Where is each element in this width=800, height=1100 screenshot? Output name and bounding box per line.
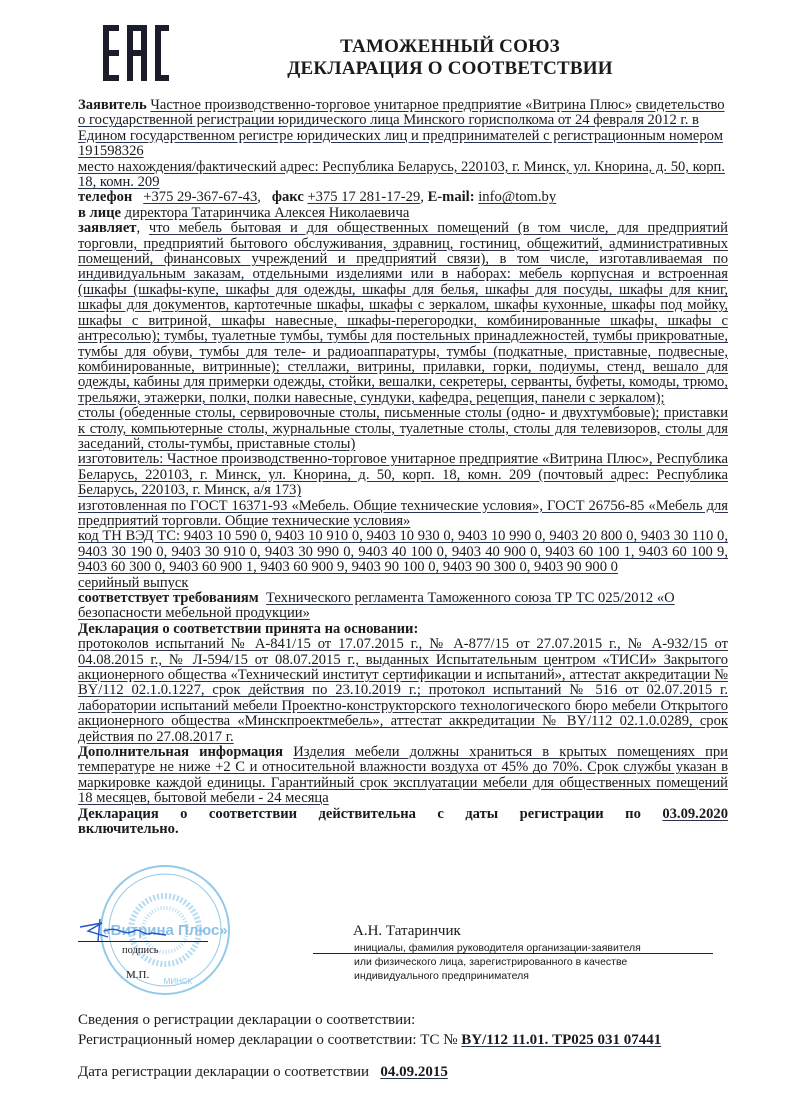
standards-text: изготовленная по ГОСТ 16371-93 «Мебель. Общие технические условия», ГОСТ 26756-85 «Мебель для предприятий торговли. Общие технические условия» bbox=[78, 497, 728, 529]
applicant-label: Заявитель bbox=[78, 97, 147, 113]
registration-date-label: Дата регистрации декларации о соответствии bbox=[78, 1064, 370, 1080]
signature-label: подпись bbox=[122, 945, 159, 956]
applicant-name: Частное производственно-торговое унитарное предприятие «Витрина Плюс» bbox=[150, 97, 633, 113]
tables-text: столы (обеденные столы, сервировочные столы, письменные столы (одно- и двухтумбовые); приставки к столу, компьютерные столы, журнальные столы, туалетные столы, столы для телевизоров, столы для заседаний, столы-тумбы, приставные столы) bbox=[78, 405, 728, 452]
caption-line-1: инициалы, фамилия руководителя организации-заявителя bbox=[354, 942, 641, 954]
registration-date: 04.09.2015 bbox=[380, 1064, 448, 1080]
applicant-section bbox=[78, 98, 728, 190]
standards-section bbox=[78, 499, 728, 530]
represented-line bbox=[78, 206, 728, 221]
registration-number-label: Регистрационный номер декларации о соответствии: ТС № bbox=[78, 1032, 458, 1048]
represented-by: директора Татаринчика Алексея Николаевича bbox=[124, 204, 410, 221]
basis-text: протоколов испытаний № А-841/15 от 17.07.2015 г., № А-877/15 от 27.07.2015 г., № А-932/15 от 04.08.2015 г., № Л-594/15 от 08.07.2015 г., выданных Испытательным центром «ТИСИ» Закрытого акционерного общества «Технический институт сертификации и испытаний», аттестат аккредитации № BY/112 02.1.0.1227, срок действия по 23.10.2019 г.; протокол испытаний № 516 от 02.07.2015 г. лаборатории испытаний мебели Проектно-конструкторского технологического бюро мебели Открытого акционерного общества «Минскпроектмебель», аттестат аккредитации № BY/112 02.1.0.0289, срок действия по 27.08.2017 г. bbox=[78, 636, 728, 745]
complies-label: соответствует требованиям bbox=[78, 590, 259, 606]
validity-suffix: включительно. bbox=[78, 821, 179, 838]
signature-area bbox=[78, 915, 748, 1005]
product-text: что мебель бытовая и для общественных помещений (в том числе, для предприятий торговли, предприятий бытового обслуживания, здравниц, гостиниц, общежитий, административных помещений, финансовых учреждений и предприятий связи), в том числе, изготавливаемая по индивидуальным заказам, отдельными изделиями или в наборах: мебель корпусная и встроенная (шкафы (шкафы-купе, шкафы для одежды, шкафы для белья, шкафы для посуды, шкафы для книг, шкафы для документов, картотечные шкафы, шкафы с зеркалом, шкафы кухонные, шкафы под мойку, шкафы с витриной, шкафы навесные, шкафы-перегородки, комбинированные шкафы, шкафы с антресолью); тумбы, туалетные тумбы, тумбы для постельных принадлежностей, тумбы прикроватные, тумбы для обуви, тумбы для теле- и радиоаппаратуры, тумбы (подкатные, приставные, подвесные, комбинированные, витринные); стеллажи, витрины, прилавки, горки, подиумы, стенд, вешало для одежды, кабины для примерки одежды, стойки, вешалки, секретеры, серванты, буфеты, комоды, трюмо, трельяжи, этажерки, полки, полки навесные, сундуки, кафедра, рецепция, панели с зеркалом); bbox=[78, 220, 728, 406]
hs-codes-section bbox=[78, 529, 728, 575]
registration-info bbox=[78, 1010, 661, 1082]
declares-label: заявляет bbox=[78, 220, 137, 237]
applicant-address: место нахождения/фактический адрес: Республика Беларусь, 220103, г. Минск, ул. Кнорина, д. 50, корп. 18, комн. 209 bbox=[78, 158, 725, 191]
complies-text: Технического регламента Таможенного союза ТР ТС 025/2012 «О безопасности мебельной продукции» bbox=[78, 590, 675, 622]
declaration-body bbox=[78, 98, 728, 838]
basis-heading bbox=[78, 622, 728, 637]
fax-value: +375 17 281-17-29 bbox=[307, 189, 421, 206]
validity-suffix-line bbox=[78, 822, 728, 837]
hs-codes-text: код ТН ВЭД ТС: 9403 10 590 0, 9403 10 910 0, 9403 10 930 0, 9403 10 990 0, 9403 20 800 0, 9403 30 110 0, 9403 30 190 0, 9403 30 910 0, 9403 30 990 0, 9403 40 100 0, 9403 40 900 0, 9403 60 100 1, 9403 60 100 9, 9403 60 300 0, 9403 60 900 1, 9403 60 900 9, 9403 90 100 0, 9403 90 300 0, 9403 90 900 0 bbox=[78, 528, 728, 576]
svg-text:МИНСК: МИНСК bbox=[163, 977, 193, 986]
email-link[interactable]: info@tom.by bbox=[478, 189, 557, 206]
eac-mark-icon bbox=[103, 25, 169, 81]
basis-section bbox=[78, 637, 728, 745]
validity-text: Декларация о соответствии действительна с даты регистрации по bbox=[78, 805, 641, 822]
fax-label: факс bbox=[271, 189, 304, 206]
additional-label: Дополнительная информация bbox=[78, 744, 284, 761]
signer-name: А.Н. Татаринчик bbox=[353, 923, 461, 939]
manufacturer-text: изготовитель: Частное производственно-торговое унитарное предприятие «Витрина Плюс», Республика Беларусь, 220103, г. Минск, ул. Кнорина, д. 50, корп. 18, комн. 209 (почтовый адрес: Республика Беларусь, 220103, г. Минск, а/я 173) bbox=[78, 451, 728, 499]
contacts-line: телефон +375 29-367-67-43, факс +375 17 281-17-29, E-mail: info@tom.by bbox=[78, 189, 557, 206]
email-label: E-mail: bbox=[427, 189, 475, 206]
manufacturer-section bbox=[78, 452, 728, 498]
production-type-line bbox=[78, 576, 728, 591]
production-type: серийный выпуск bbox=[78, 574, 189, 591]
additional-text: Изделия мебели должны храниться в крытых помещениях при температуре не ниже +2 С и относительной влажности воздуха от 45% до 70%. Срок службы указан в маркировке каждой единицы. Гарантийный срок эксплуатации мебели для общественных помещений 18 месяцев, бытовой мебели - 24 месяца bbox=[78, 744, 728, 807]
validity-date: 03.09.2020 bbox=[662, 805, 728, 822]
phone-value: +375 29-367-67-43 bbox=[143, 189, 258, 206]
applicant-registration: свидетельство о государственной регистрации юридического лица Минского горисполкома от 24 февраля 2012 г. в Едином государственном регистре юридических лиц и предпринимателей с регистрационным номером 191598326 bbox=[78, 97, 725, 160]
eac-logo bbox=[103, 25, 169, 81]
phone-label: телефон bbox=[78, 189, 133, 206]
registration-date-line bbox=[78, 1062, 661, 1082]
caption-line-2: или физического лица, зарегистрированного в качестве bbox=[354, 956, 628, 968]
caption-line-3: индивидуального предпринимателя bbox=[354, 970, 529, 982]
svg-text:«Витрина Плюс»: «Витрина Плюс» bbox=[102, 922, 228, 939]
validity-line bbox=[78, 807, 728, 822]
basis-label: Декларация о соответствии принята на основании: bbox=[78, 620, 419, 637]
registration-heading: Сведения о регистрации декларации о соответствии: bbox=[78, 1012, 416, 1028]
tables-description bbox=[78, 406, 728, 452]
signature-line bbox=[78, 941, 208, 942]
registration-number-line bbox=[78, 1030, 661, 1050]
signer-caption bbox=[354, 941, 641, 983]
represented-label: в лице bbox=[78, 204, 122, 221]
compliance-section bbox=[78, 591, 728, 622]
product-description: заявляет, что мебель бытовая и для общественных помещений (в том числе, для предприятий торговли, предприятий бытового обслуживания, здравниц, гостиниц, общежитий, административных помещений, финансовых учреждений и предприятий связи), в том числе, изготавливаемая по индивидуальным заказам, отдельными изделиями или в наборах: мебель корпусная и встроенная (шкафы (шкафы-купе, шкафы для одежды, шкафы для белья, шкафы для посуды, шкафы для книг, шкафы для документов, картотечные шкафы, шкафы с зеркалом, шкафы кухонные, шкафы под мойку, шкафы с витриной, шкафы навесные, шкафы-перегородки, комбинированные шкафы, шкафы с антресолью); тумбы, туалетные тумбы, тумбы для постельных принадлежностей, тумбы прикроватные, тумбы для обуви, тумбы для теле- и радиоаппаратуры, тумбы (подкатные, приставные, подвесные, комбинированные, витринные); стеллажи, витрины, прилавки, горки, подиумы, стенд, вешало для одежды, кабины для примерки одежды, стойки, вешалки, секретеры, серванты, буфеты, комоды, трюмо, трельяжи, этажерки, полки, полки навесные, сундуки, кафедра, рецепция, панели с зеркалом); bbox=[78, 220, 728, 406]
document-title bbox=[230, 36, 670, 80]
title-line-2: ДЕКЛАРАЦИЯ О СООТВЕТСТВИИ bbox=[287, 58, 613, 79]
registration-number: BY/112 11.01. ТР025 031 07441 bbox=[461, 1032, 662, 1048]
additional-info-section bbox=[78, 745, 728, 807]
seal-label: М.П. bbox=[126, 969, 150, 981]
title-line-1: ТАМОЖЕННЫЙ СОЮЗ bbox=[340, 36, 560, 57]
